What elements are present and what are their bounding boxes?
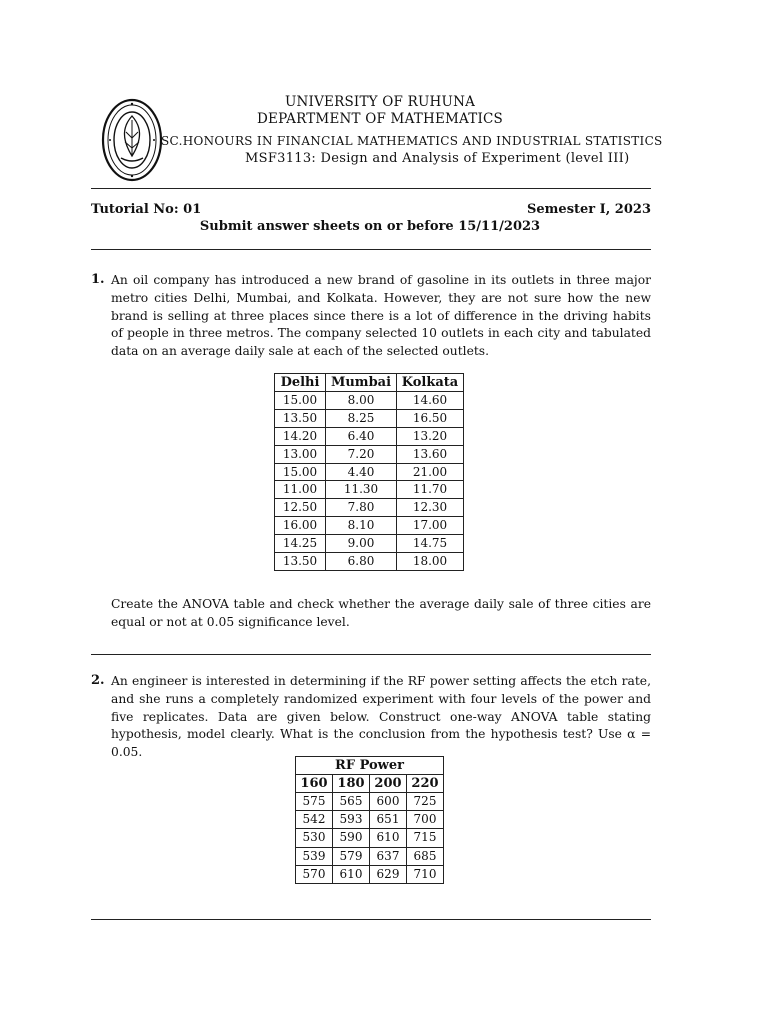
table-cell: 13.50 xyxy=(275,409,326,427)
table-header-row xyxy=(296,775,444,793)
table-cell: 13.00 xyxy=(275,445,326,463)
course-title: MSF3113: Design and Analysis of Experiment (level III) xyxy=(245,151,630,166)
table-cell: 565 xyxy=(333,793,370,811)
table-cell: 8.25 xyxy=(326,409,397,427)
table-cell: 11.70 xyxy=(397,481,464,499)
table-row xyxy=(296,865,444,883)
table-cell: 4.40 xyxy=(326,463,397,481)
table-cell: 8.10 xyxy=(326,517,397,535)
table-caption: RF Power xyxy=(296,757,444,775)
column-header: Delhi xyxy=(275,374,326,392)
table-cell: 710 xyxy=(407,865,444,883)
table-cell: 14.75 xyxy=(397,535,464,553)
table-cell: 15.00 xyxy=(275,392,326,410)
programme-name: SC.HONOURS IN FINANCIAL MATHEMATICS AND INDUSTRIAL STATISTICS xyxy=(161,134,663,148)
column-header: Kolkata xyxy=(397,374,464,392)
table-cell: 11.00 xyxy=(275,481,326,499)
department-name: DEPARTMENT OF MATHEMATICS xyxy=(257,111,503,127)
table-cell: 8.00 xyxy=(326,392,397,410)
table-row xyxy=(275,517,464,535)
column-header: 220 xyxy=(407,775,444,793)
column-header: 200 xyxy=(370,775,407,793)
university-name: UNIVERSITY OF RUHUNA xyxy=(284,94,476,110)
table-cell: 685 xyxy=(407,847,444,865)
question-1-followup: Create the ANOVA table and check whether the average daily sale of three cities are equal or not at 0.05 significance level. xyxy=(111,597,651,629)
footer-divider xyxy=(91,919,651,920)
table-cell: 651 xyxy=(370,811,407,829)
table-cell: 16.00 xyxy=(275,517,326,535)
question-1-number: 1. xyxy=(91,272,105,287)
table-cell: 575 xyxy=(296,793,333,811)
table-row xyxy=(275,392,464,410)
table-cell: 7.20 xyxy=(326,445,397,463)
table-cell: 600 xyxy=(370,793,407,811)
city-sales-table xyxy=(274,373,464,571)
table-row xyxy=(275,409,464,427)
table-row xyxy=(275,553,464,571)
table-cell: 17.00 xyxy=(397,517,464,535)
question-1-text: An oil company has introduced a new brand of gasoline in its outlets in three major metro cities Delhi, Mumbai, and Kolkata. However, they are not sure how the new brand is selling at three places since there is a lot of difference in the driving habits of people in three metros. The company selected 10 outlets in each city and tabulated data on an average daily sale at each of the selected outlets. xyxy=(111,273,651,359)
table-cell: 7.80 xyxy=(326,499,397,517)
table-cell: 629 xyxy=(370,865,407,883)
table-row xyxy=(275,463,464,481)
table-row xyxy=(296,847,444,865)
table-cell: 542 xyxy=(296,811,333,829)
table-cell: 12.30 xyxy=(397,499,464,517)
table-row xyxy=(296,793,444,811)
section-divider xyxy=(91,654,651,655)
table-cell: 579 xyxy=(333,847,370,865)
rf-power-table xyxy=(295,756,444,884)
table-row xyxy=(275,481,464,499)
table-cell: 9.00 xyxy=(326,535,397,553)
submission-deadline: Submit answer sheets on or before 15/11/2023 xyxy=(199,219,541,234)
table-cell: 14.25 xyxy=(275,535,326,553)
table-cell: 610 xyxy=(333,865,370,883)
question-2-number: 2. xyxy=(91,673,105,688)
column-header: 180 xyxy=(333,775,370,793)
table-cell: 18.00 xyxy=(397,553,464,571)
table-cell: 539 xyxy=(296,847,333,865)
table-cell: 725 xyxy=(407,793,444,811)
table-cell: 570 xyxy=(296,865,333,883)
section-divider xyxy=(91,249,651,250)
table-row xyxy=(275,445,464,463)
header-divider xyxy=(91,188,651,189)
table-cell: 11.30 xyxy=(326,481,397,499)
table-cell: 13.20 xyxy=(397,427,464,445)
semester-label: Semester I, 2023 xyxy=(527,202,651,217)
tutorial-number: Tutorial No: 01 xyxy=(91,202,202,217)
table-cell: 610 xyxy=(370,829,407,847)
table-row xyxy=(296,811,444,829)
table-caption-row xyxy=(296,757,444,775)
column-header: Mumbai xyxy=(326,374,397,392)
table-row xyxy=(296,829,444,847)
table-cell: 6.80 xyxy=(326,553,397,571)
table-cell: 530 xyxy=(296,829,333,847)
table-cell: 590 xyxy=(333,829,370,847)
table-cell: 14.60 xyxy=(397,392,464,410)
table-cell: 700 xyxy=(407,811,444,829)
table-row xyxy=(275,535,464,553)
table-header-row xyxy=(275,374,464,392)
table-cell: 13.50 xyxy=(275,553,326,571)
column-header: 160 xyxy=(296,775,333,793)
table-cell: 715 xyxy=(407,829,444,847)
table-cell: 15.00 xyxy=(275,463,326,481)
table-cell: 21.00 xyxy=(397,463,464,481)
table-row xyxy=(275,499,464,517)
table-cell: 593 xyxy=(333,811,370,829)
table-cell: 12.50 xyxy=(275,499,326,517)
table-cell: 14.20 xyxy=(275,427,326,445)
table-cell: 13.60 xyxy=(397,445,464,463)
table-cell: 16.50 xyxy=(397,409,464,427)
table-cell: 637 xyxy=(370,847,407,865)
table-row xyxy=(275,427,464,445)
table-cell: 6.40 xyxy=(326,427,397,445)
question-2-text: An engineer is interested in determining if the RF power setting affects the etch rate, and she runs a completely randomized experiment with four levels of the power and five replicates. Data are given below. Construct one-way ANOVA table stating hypothesis, model clearly. What is the conclusion from the hypothesis test? Use α = 0.05. xyxy=(111,674,651,760)
